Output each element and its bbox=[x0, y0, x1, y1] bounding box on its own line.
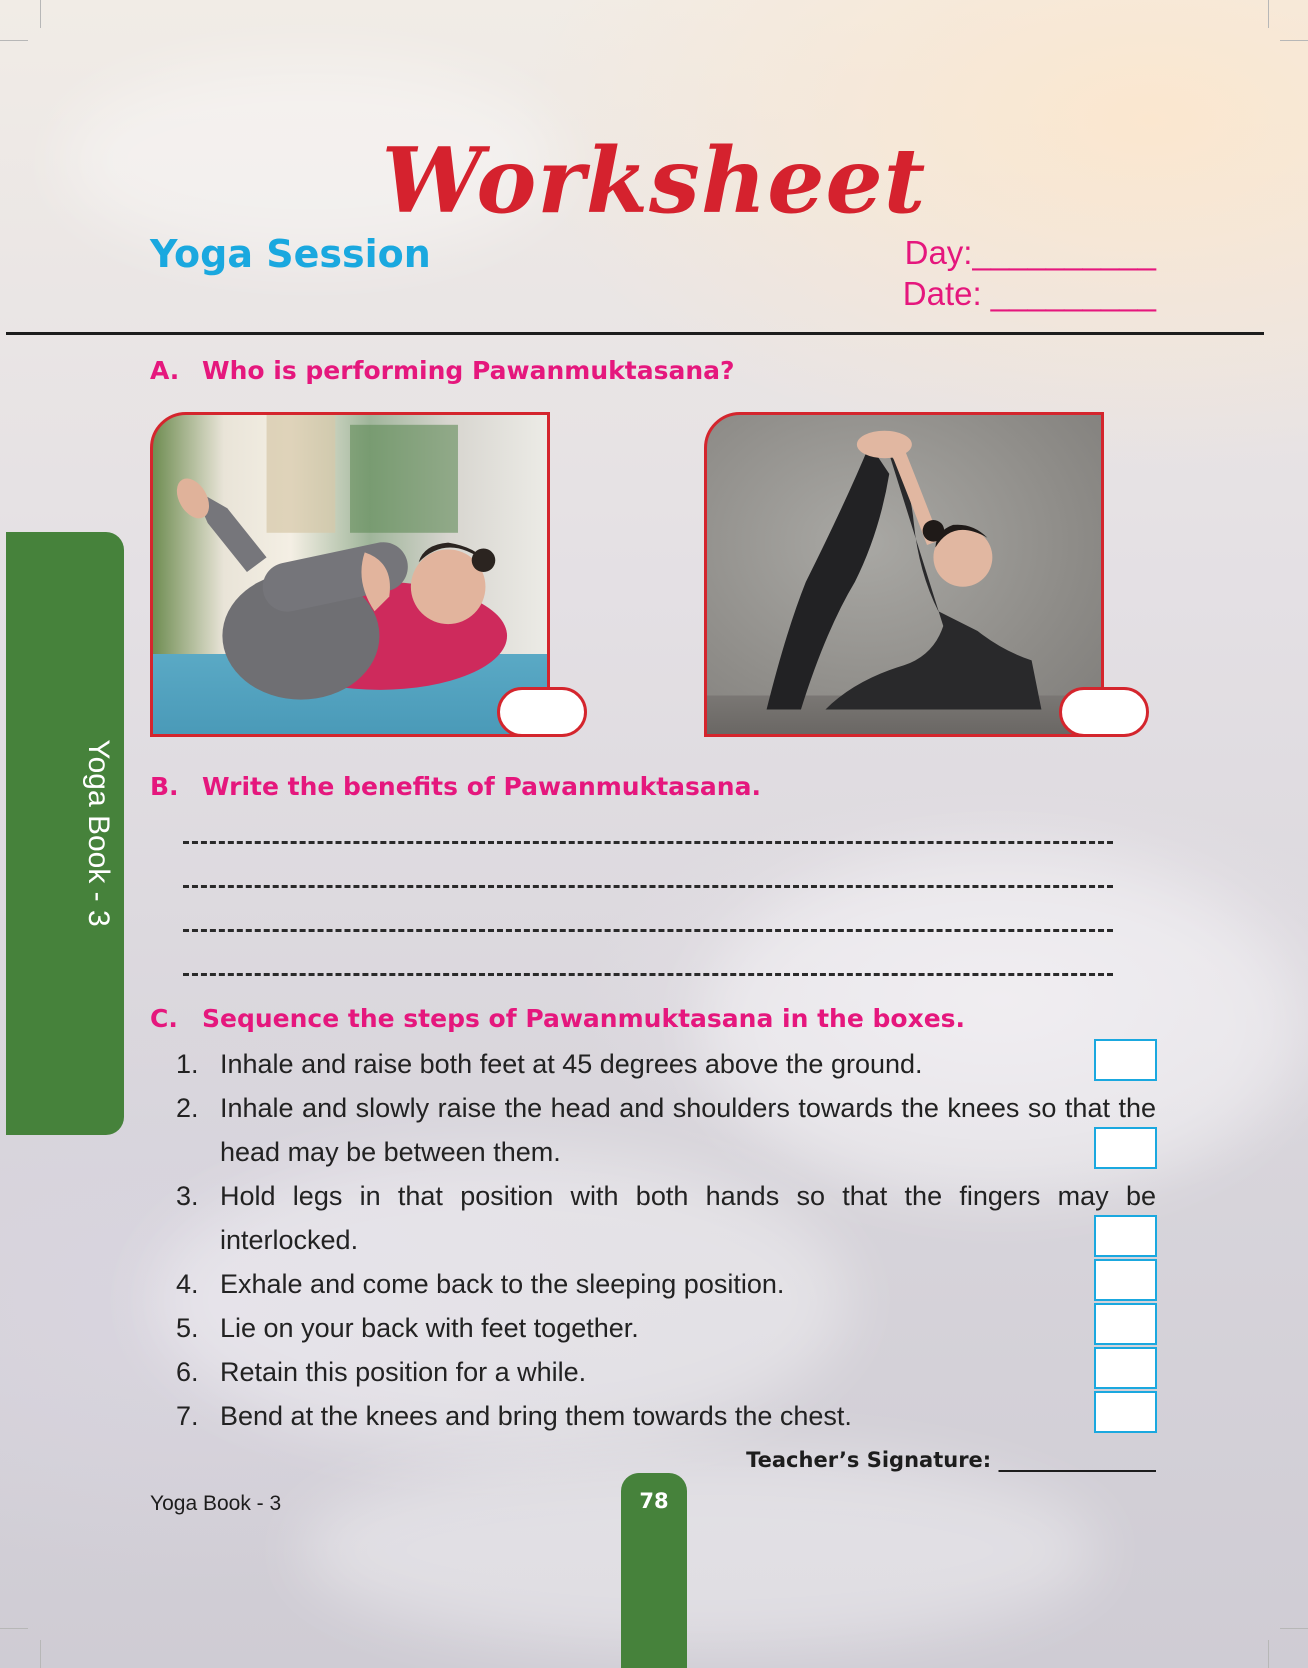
answer-box-photo-1[interactable] bbox=[497, 687, 587, 737]
page-title: Worksheet bbox=[381, 128, 927, 234]
sequence-box-1[interactable] bbox=[1094, 1039, 1157, 1081]
section-b-letter: B. bbox=[150, 772, 179, 801]
answer-box-photo-2[interactable] bbox=[1059, 687, 1149, 737]
crop-mark bbox=[1268, 0, 1269, 28]
step-text: Retain this position for a while. bbox=[220, 1357, 587, 1387]
step-number: 1. bbox=[176, 1049, 199, 1079]
sequence-box-2[interactable] bbox=[1094, 1127, 1157, 1169]
page-subtitle: Yoga Session bbox=[150, 232, 431, 276]
section-c-heading bbox=[150, 1004, 965, 1033]
crop-mark bbox=[0, 1628, 28, 1629]
step-text: Bend at the knees and bring them towards the chest. bbox=[220, 1401, 852, 1431]
list-item bbox=[176, 1086, 1156, 1174]
person-pawanmuktasana-illustration bbox=[153, 415, 547, 734]
footer-book-title: Yoga Book - 3 bbox=[150, 1492, 282, 1515]
step-number: 7. bbox=[176, 1401, 199, 1431]
step-text: Inhale and slowly raise the head and shoulders towards the knees so that the head may be between them. bbox=[220, 1093, 1156, 1167]
step-number: 6. bbox=[176, 1357, 199, 1387]
list-item bbox=[176, 1306, 1156, 1350]
sequence-box-4[interactable] bbox=[1094, 1259, 1157, 1301]
section-a-heading bbox=[150, 356, 734, 385]
section-c-letter: C. bbox=[150, 1004, 178, 1033]
crop-mark bbox=[1280, 40, 1308, 41]
step-text: Lie on your back with feet together. bbox=[220, 1313, 639, 1343]
step-number: 4. bbox=[176, 1269, 199, 1299]
section-a-question: Who is performing Pawanmuktasana? bbox=[202, 356, 735, 385]
sequence-box-7[interactable] bbox=[1094, 1391, 1157, 1433]
crop-mark bbox=[0, 40, 28, 41]
list-item bbox=[176, 1394, 1156, 1438]
list-item bbox=[176, 1350, 1156, 1394]
page-number: 78 bbox=[639, 1489, 669, 1513]
steps-list bbox=[176, 1042, 1156, 1438]
crop-mark bbox=[40, 1640, 41, 1668]
crop-mark bbox=[1268, 1640, 1269, 1668]
step-text: Exhale and come back to the sleeping position. bbox=[220, 1269, 785, 1299]
sequence-box-6[interactable] bbox=[1094, 1347, 1157, 1389]
step-number: 5. bbox=[176, 1313, 199, 1343]
cloud-decoration bbox=[300, 1450, 1100, 1650]
section-c-question: Sequence the steps of Pawanmuktasana in the boxes. bbox=[202, 1004, 966, 1033]
section-b-heading bbox=[150, 772, 761, 801]
answer-line[interactable] bbox=[183, 929, 1113, 932]
list-item bbox=[176, 1174, 1156, 1262]
step-text: Hold legs in that position with both hands so that the fingers may be interlocked. bbox=[220, 1181, 1156, 1255]
teacher-signature[interactable]: Teacher’s Signature: _______________ bbox=[746, 1448, 1156, 1472]
step-text: Inhale and raise both feet at 45 degrees above the ground. bbox=[220, 1049, 923, 1079]
list-item bbox=[176, 1042, 1156, 1086]
person-bow-pose-illustration bbox=[707, 415, 1101, 734]
sequence-box-3[interactable] bbox=[1094, 1215, 1157, 1257]
section-b-question: Write the benefits of Pawanmuktasana. bbox=[202, 772, 761, 801]
list-item bbox=[176, 1262, 1156, 1306]
step-number: 3. bbox=[176, 1181, 199, 1211]
answer-line[interactable] bbox=[183, 841, 1113, 844]
date-field[interactable]: Date: _________ bbox=[902, 275, 1156, 312]
crop-mark bbox=[40, 0, 41, 28]
crop-mark bbox=[1280, 1628, 1308, 1629]
answer-line[interactable] bbox=[183, 973, 1113, 976]
header-divider bbox=[6, 332, 1264, 335]
side-tab-label: Yoga Book - 3 bbox=[82, 739, 115, 927]
day-field[interactable]: Day:__________ bbox=[904, 234, 1156, 271]
section-a-letter: A. bbox=[150, 356, 180, 385]
yoga-photo-pawanmuktasana bbox=[150, 412, 550, 737]
step-number: 2. bbox=[176, 1093, 199, 1123]
yoga-photo-dhanurasana bbox=[704, 412, 1104, 737]
sequence-box-5[interactable] bbox=[1094, 1303, 1157, 1345]
answer-line[interactable] bbox=[183, 885, 1113, 888]
